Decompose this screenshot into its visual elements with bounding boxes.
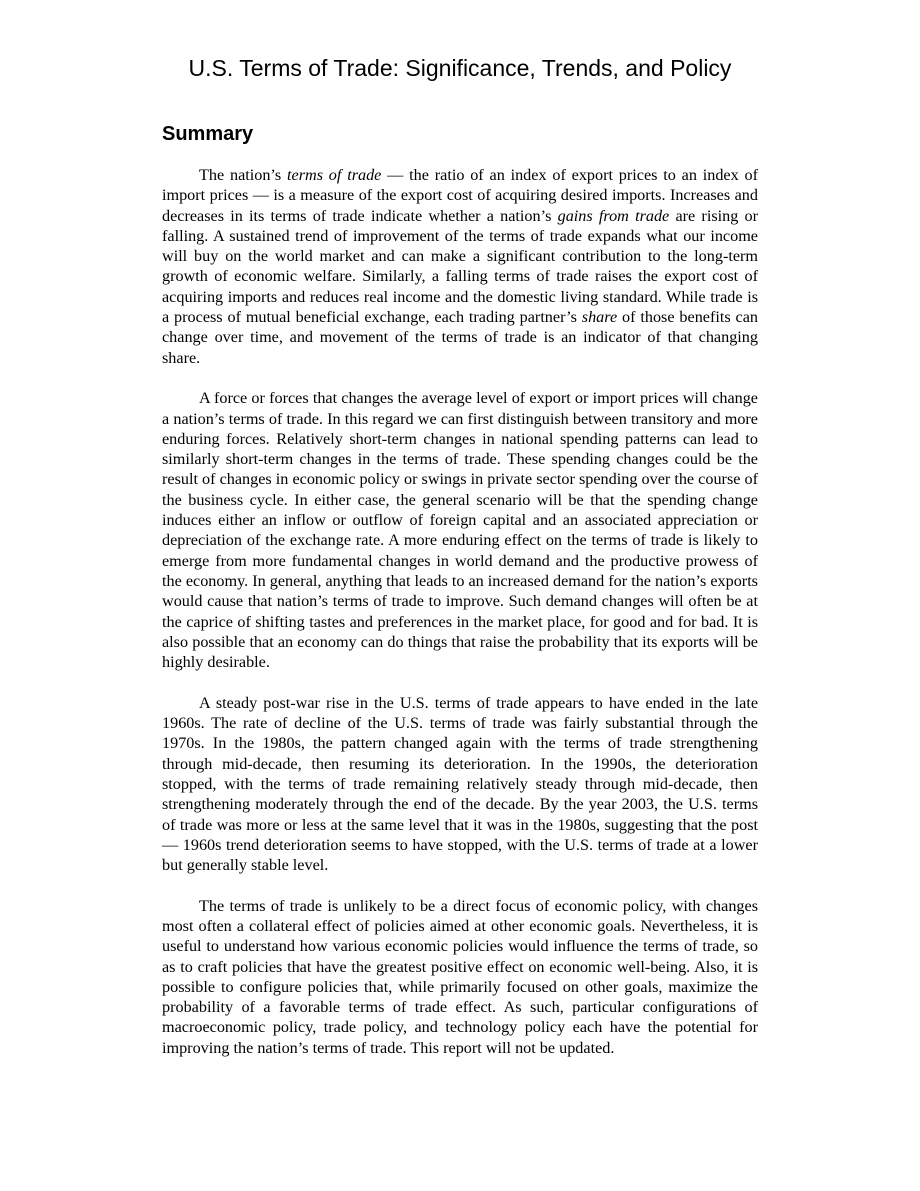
paragraph-1-text-e: are rising or falling. A sustained trend of improvement of the terms of trade expands what our income will buy on the world market and can make a significant contribution to the long-term growth of economic welfare. Similarly, a falling terms of trade raises the export cost of acquiring imports and reduces real income and the domestic living standard. While trade is a process of mutual beneficial exchange, each trading partner’s	[162, 206, 758, 327]
paragraph-1-emphasis-gains-from-trade: gains from trade	[557, 206, 670, 225]
summary-paragraph-1	[162, 165, 758, 368]
paragraph-1-text-a: The nation’s	[199, 166, 288, 184]
summary-paragraph-4: The terms of trade is unlikely to be a direct focus of economic policy, with changes most often a collateral effect of policies aimed at other economic goals. Nevertheless, it is useful to understand how various economic policies would influence the terms of trade, so as to craft policies that have the greatest positive effect on economic well-being. Also, it is possible to configure policies that, while primarily focused on other goals, maximize the probability of a favorable terms of trade effect. As such, particular configurations of macroeconomic policy, trade policy, and technology policy each have the potential for improving the nation’s terms of trade. This report will not be updated.	[162, 896, 758, 1057]
summary-paragraph-2: A force or forces that changes the average level of export or import prices will change a nation’s terms of trade. In this regard we can first distinguish between transitory and more enduring forces. Relatively short-term changes in national spending patterns can lead to similarly short-term changes in the terms of trade. These spending changes could be the result of changes in economic policy or swings in private sector spending over the course of the business cycle. In either case, the general scenario will be that the spending change induces either an inflow or outflow of foreign capital and an associated appreciation or depreciation of the exchange rate. A more enduring effect on the terms of trade is likely to emerge from more fundamental changes in world demand and the productive prowess of the economy. In general, anything that leads to an increased demand for the nation’s exports would cause that nation’s terms of trade to improve. Such demand changes will often be at the caprice of shifting tastes and preferences in the market place, for good and for bad. It is also possible that an economy can do things that raise the probability that its exports will be highly desirable.	[162, 389, 758, 672]
document-title: U.S. Terms of Trade: Significance, Trends, and Policy	[188, 55, 732, 81]
paragraph-1-text-g: of those benefits can change over time, and movement of the terms of trade is an indicator of that changing share.	[162, 308, 758, 367]
section-heading-summary: Summary	[162, 123, 254, 145]
summary-paragraph-3: A steady post-war rise in the U.S. terms of trade appears to have ended in the late 1960s. The rate of decline of the U.S. terms of trade was fairly substantial through the 1970s. In the 1980s, the pattern changed again with the terms of trade strengthening through mid-decade, then resuming its deterioration. In the 1990s, the deterioration stopped, with the terms of trade remaining relatively steady through mid-decade, then strengthening moderately through the end of the decade. By the year 2003, the U.S. terms of trade was more or less at the same level that it was in the 1980s, suggesting that the post — 1960s trend deterioration seems to have stopped, with the U.S. terms of trade at a lower but generally stable level.	[162, 693, 758, 875]
paragraph-1-text-c: — the ratio of an index of export prices to an index of import prices — is a measure of the export cost of acquiring desired imports. Increases and decreases in its terms of trade indicate whether a nation’s	[162, 166, 758, 225]
paragraph-1-emphasis-terms-of-trade: terms of trade	[287, 166, 382, 184]
paragraph-1-emphasis-share: share	[581, 308, 618, 327]
summary-body	[162, 165, 758, 1058]
